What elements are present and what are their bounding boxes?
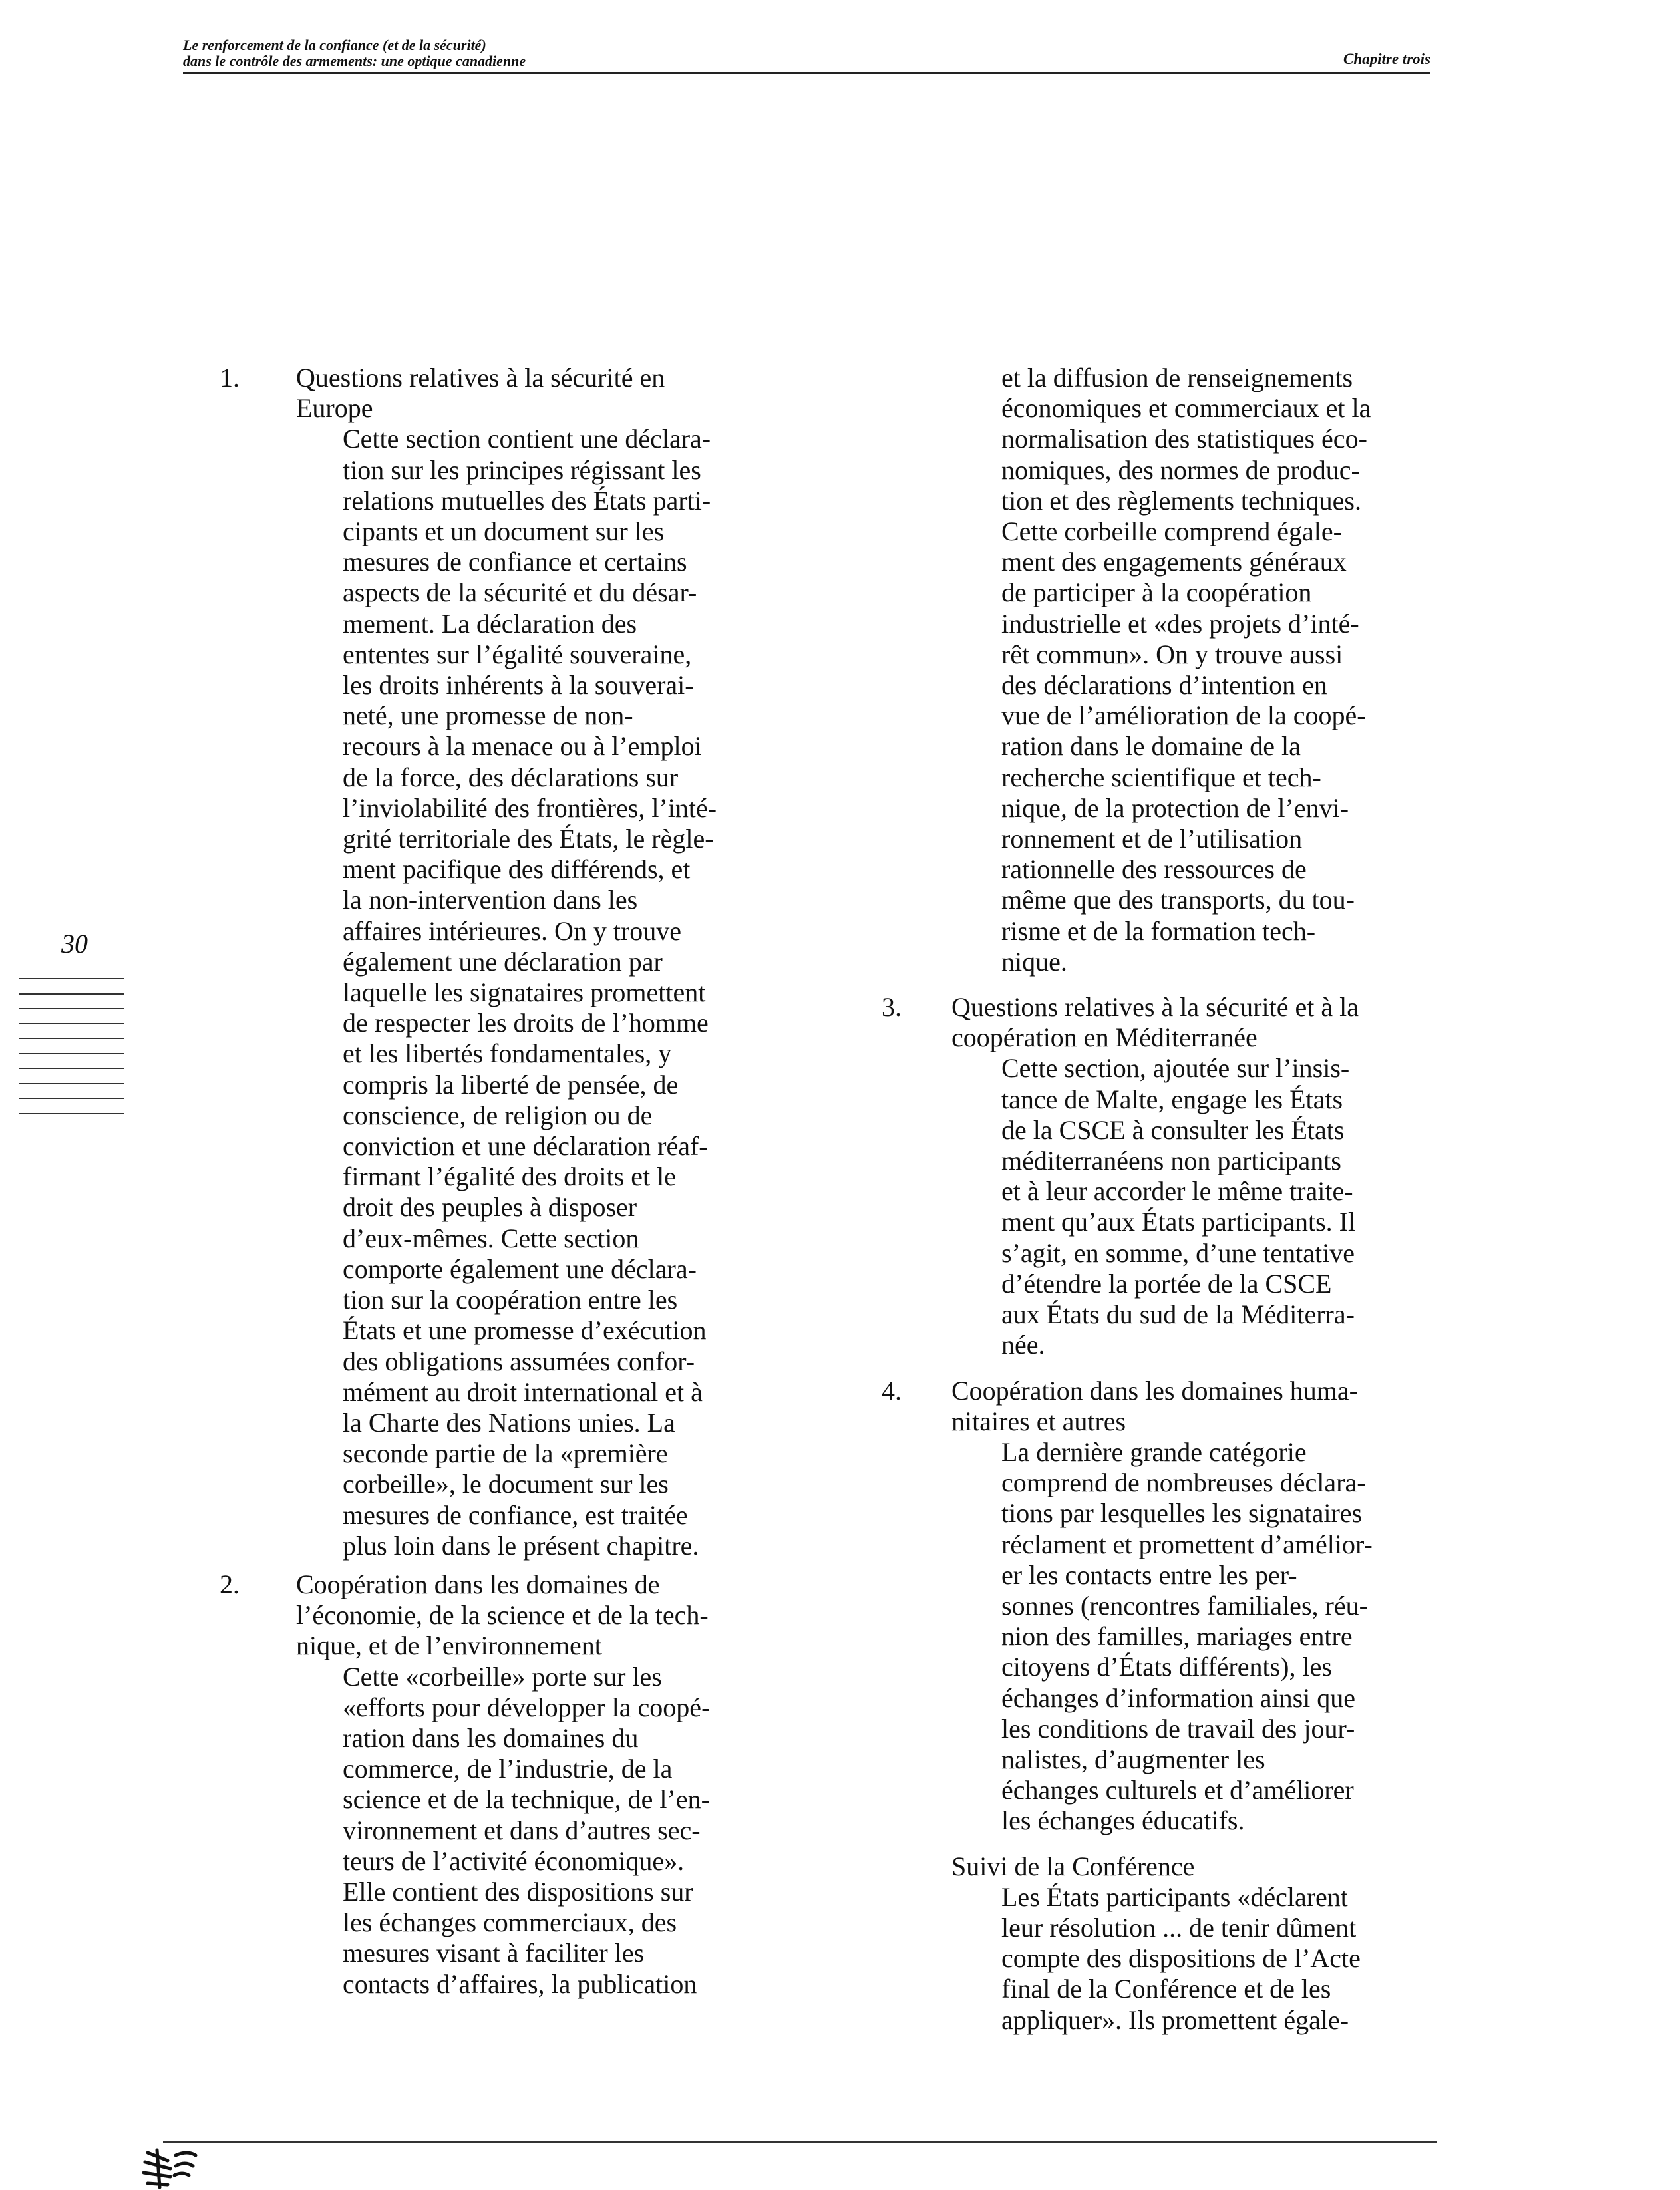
title-line: Europe <box>296 393 373 424</box>
title-line: Questions relatives à la sécurité en <box>296 363 665 392</box>
item-number: 2. <box>220 1569 240 1599</box>
title-line: Questions relatives à la sécurité et à la <box>951 992 1359 1022</box>
body-line: et la diffusion de renseignements <box>1001 363 1353 392</box>
body-line: risme et de la formation tech- <box>1001 915 1316 946</box>
body-line: même que des transports, du tou- <box>1001 885 1355 915</box>
title-line: l’économie, de la science et de la tech- <box>296 1600 709 1631</box>
body-line: sonnes (rencontres familiales, réu- <box>1001 1590 1368 1621</box>
body-line: les conditions de travail des jour- <box>1001 1713 1355 1744</box>
section-suivi <box>882 1851 1480 2036</box>
body-line: firmant l’égalité des droits et le <box>343 1162 676 1192</box>
body-line: mesures visant à faciliter les <box>343 1938 645 1968</box>
publisher-logo-icon <box>141 2146 204 2190</box>
body-line: «efforts pour développer la coopé- <box>343 1692 711 1722</box>
body-line: rêt commun». On y trouve aussi <box>1001 639 1343 669</box>
title-line: coopération en Méditerranée <box>951 1022 1258 1053</box>
body-line: corbeille», le document sur les <box>343 1469 669 1499</box>
body-line: vironnement et dans d’autres sec- <box>343 1815 701 1845</box>
body-line: aspects de la sécurité et du désar- <box>343 577 697 608</box>
item-title <box>951 1376 1480 1437</box>
item-body <box>343 1662 798 2000</box>
body-line: compte des dispositions de l’Acte <box>1001 1943 1361 1974</box>
item-body <box>1001 1053 1480 1360</box>
body-line: méditerranéens non participants <box>1001 1146 1341 1176</box>
body-line: plus loin dans le présent chapitre. <box>343 1530 699 1561</box>
section-heading: Suivi de la Conférence <box>951 1851 1195 1881</box>
body-line: laquelle les signataires promettent <box>343 977 706 1008</box>
body-line: tions par lesquelles les signataires <box>1001 1498 1363 1529</box>
body-line: tion sur les principes régissant les <box>343 454 701 485</box>
body-line: recherche scientifique et tech- <box>1001 762 1321 792</box>
item-title <box>951 992 1480 1053</box>
body-line: née. <box>1001 1330 1045 1360</box>
body-line: de participer à la coopération <box>1001 577 1312 608</box>
body-line: commerce, de l’industrie, de la <box>343 1754 673 1784</box>
body-line: ronnement et de l’utilisation <box>1001 824 1303 854</box>
body-line: cipants et un document sur les <box>343 516 665 547</box>
body-line: tance de Malte, engage les États <box>1001 1084 1343 1114</box>
body-line: et les libertés fondamentales, y <box>343 1038 672 1069</box>
section-item-2 <box>220 1569 798 2000</box>
body-line: comporte également une déclara- <box>343 1253 697 1284</box>
chapter-label: Chapitre trois <box>1343 51 1430 67</box>
body-line: économiques et commerciaux et la <box>1001 393 1371 424</box>
body-line: contacts d’affaires, la publication <box>343 1968 697 1999</box>
body-line: conscience, de religion ou de <box>343 1100 653 1130</box>
body-line: nique, de la protection de l’envi- <box>1001 792 1349 823</box>
body-line: ration dans le domaine de la <box>1001 731 1301 762</box>
body-line: droit des peuples à disposer <box>343 1192 637 1223</box>
body-line: d’eux-mêmes. Cette section <box>343 1223 639 1253</box>
item-number: 4. <box>882 1375 902 1406</box>
body-line: les échanges éducatifs. <box>1001 1805 1245 1836</box>
body-line: compris la liberté de pensée, de <box>343 1069 679 1100</box>
title-line: Coopération dans les domaines huma- <box>951 1375 1358 1406</box>
body-line: Cette section, ajoutée sur l’insis- <box>1001 1053 1350 1084</box>
margin-decoration <box>19 978 124 1128</box>
body-line: Cette section contient une déclara- <box>343 424 711 454</box>
body-line: affaires intérieures. On y trouve <box>343 915 682 946</box>
footer-rule <box>163 2141 1437 2143</box>
running-header <box>183 37 526 69</box>
body-line: ration dans les domaines du <box>343 1722 639 1753</box>
page-number: 30 <box>61 929 88 959</box>
body-line: nique. <box>1001 946 1067 977</box>
body-line: ment des engagements généraux <box>1001 547 1347 577</box>
body-line: recours à la menace ou à l’emploi <box>343 731 702 762</box>
body-line: tion et des règlements techniques. <box>1001 485 1361 516</box>
body-line: de la CSCE à consulter les États <box>1001 1114 1345 1145</box>
body-line: er les contacts entre les per- <box>1001 1559 1297 1590</box>
section-item-3 <box>882 992 1480 1360</box>
body-line: ment pacifique des différends, et <box>343 854 691 885</box>
title-line: nitaires et autres <box>951 1406 1126 1436</box>
body-line: États et une promesse d’exécution <box>343 1315 707 1346</box>
body-line: La dernière grande catégorie <box>1001 1436 1307 1467</box>
item-number: 1. <box>220 363 240 392</box>
header-rule <box>183 72 1430 74</box>
body-line: rationnelle des ressources de <box>1001 854 1307 885</box>
body-line: neté, une promesse de non- <box>343 701 633 731</box>
continuation-text <box>1001 363 1480 977</box>
body-line: nalistes, d’augmenter les <box>1001 1744 1265 1774</box>
body-line: seconde partie de la «première <box>343 1438 668 1469</box>
body-line: Elle contient des dispositions sur <box>343 1876 693 1907</box>
body-line: teurs de l’activité économique». <box>343 1845 685 1876</box>
body-line: nion des familles, mariages entre <box>1001 1621 1353 1652</box>
body-line: comprend de nombreuses déclara- <box>1001 1468 1366 1498</box>
body-line: mesures de confiance, est traitée <box>343 1499 688 1530</box>
body-line: de respecter les droits de l’homme <box>343 1008 709 1038</box>
body-line: mement. La déclaration des <box>343 608 637 639</box>
body-line: leur résolution ... de tenir dûment <box>1001 1912 1357 1943</box>
body-line: ment qu’aux États participants. Il <box>1001 1207 1356 1237</box>
body-line: normalisation des statistiques éco- <box>1001 424 1367 454</box>
body-line: échanges d’information ainsi que <box>1001 1682 1356 1713</box>
body-line: appliquer». Ils promettent égale- <box>1001 2004 1349 2035</box>
section-body <box>1001 1882 1480 2036</box>
body-line: final de la Conférence et de les <box>1001 1974 1331 2004</box>
body-line: échanges culturels et d’améliorer <box>1001 1775 1354 1805</box>
body-line: les droits inhérents à la souverai- <box>343 670 694 701</box>
left-column <box>220 363 798 2000</box>
body-line: la Charte des Nations unies. La <box>343 1407 675 1438</box>
item-number: 3. <box>882 992 902 1022</box>
body-line: tion sur la coopération entre les <box>343 1285 678 1315</box>
body-line: d’étendre la portée de la CSCE <box>1001 1268 1332 1299</box>
item-title <box>296 363 798 424</box>
body-line: nomiques, des normes de produc- <box>1001 454 1360 485</box>
item-body <box>1001 1437 1480 1837</box>
body-line: ententes sur l’égalité souveraine, <box>343 639 692 669</box>
body-line: relations mutuelles des États parti- <box>343 485 711 516</box>
section-item-4 <box>882 1376 1480 1837</box>
item-title <box>296 1569 798 1662</box>
body-line: aux États du sud de la Méditerra- <box>1001 1299 1355 1330</box>
body-line: et à leur accorder le même traite- <box>1001 1176 1353 1207</box>
body-line: citoyens d’États différents), les <box>1001 1652 1332 1682</box>
body-line: mesures de confiance et certains <box>343 547 687 577</box>
body-line: vue de l’amélioration de la coopé- <box>1001 701 1366 731</box>
section-item-1 <box>220 363 798 1561</box>
body-line: conviction et une déclaration réaf- <box>343 1131 708 1162</box>
body-line: s’agit, en somme, d’une tentative <box>1001 1237 1355 1268</box>
body-line: les échanges commerciaux, des <box>343 1907 677 1938</box>
body-line: des déclarations d’intention en <box>1001 670 1327 701</box>
title-line: nique, et de l’environnement <box>296 1631 602 1661</box>
body-line: également une déclaration par <box>343 946 663 977</box>
body-line: science et de la technique, de l’en- <box>343 1784 710 1815</box>
running-header-line: Le renforcement de la confiance (et de la sécurité) <box>183 37 486 53</box>
body-line: des obligations assumées confor- <box>343 1346 695 1376</box>
body-line: réclament et promettent d’amélior- <box>1001 1529 1373 1559</box>
body-line: de la force, des déclarations sur <box>343 762 679 792</box>
body-line: Cette «corbeille» porte sur les <box>343 1661 662 1692</box>
body-line: Les États participants «déclarent <box>1001 1881 1348 1912</box>
body-line: grité territoriale des États, le règle- <box>343 824 714 854</box>
title-line: Coopération dans les domaines de <box>296 1569 660 1599</box>
running-header-line: dans le contrôle des armements: une optique canadienne <box>183 53 526 69</box>
body-line: Cette corbeille comprend égale- <box>1001 516 1342 547</box>
item-body <box>343 424 798 1561</box>
body-line: l’inviolabilité des frontières, l’inté- <box>343 792 717 823</box>
body-line: mément au droit international et à <box>343 1376 703 1407</box>
right-column <box>882 363 1480 2036</box>
body-line: industrielle et «des projets d’inté- <box>1001 608 1359 639</box>
body-line: la non-intervention dans les <box>343 885 638 915</box>
